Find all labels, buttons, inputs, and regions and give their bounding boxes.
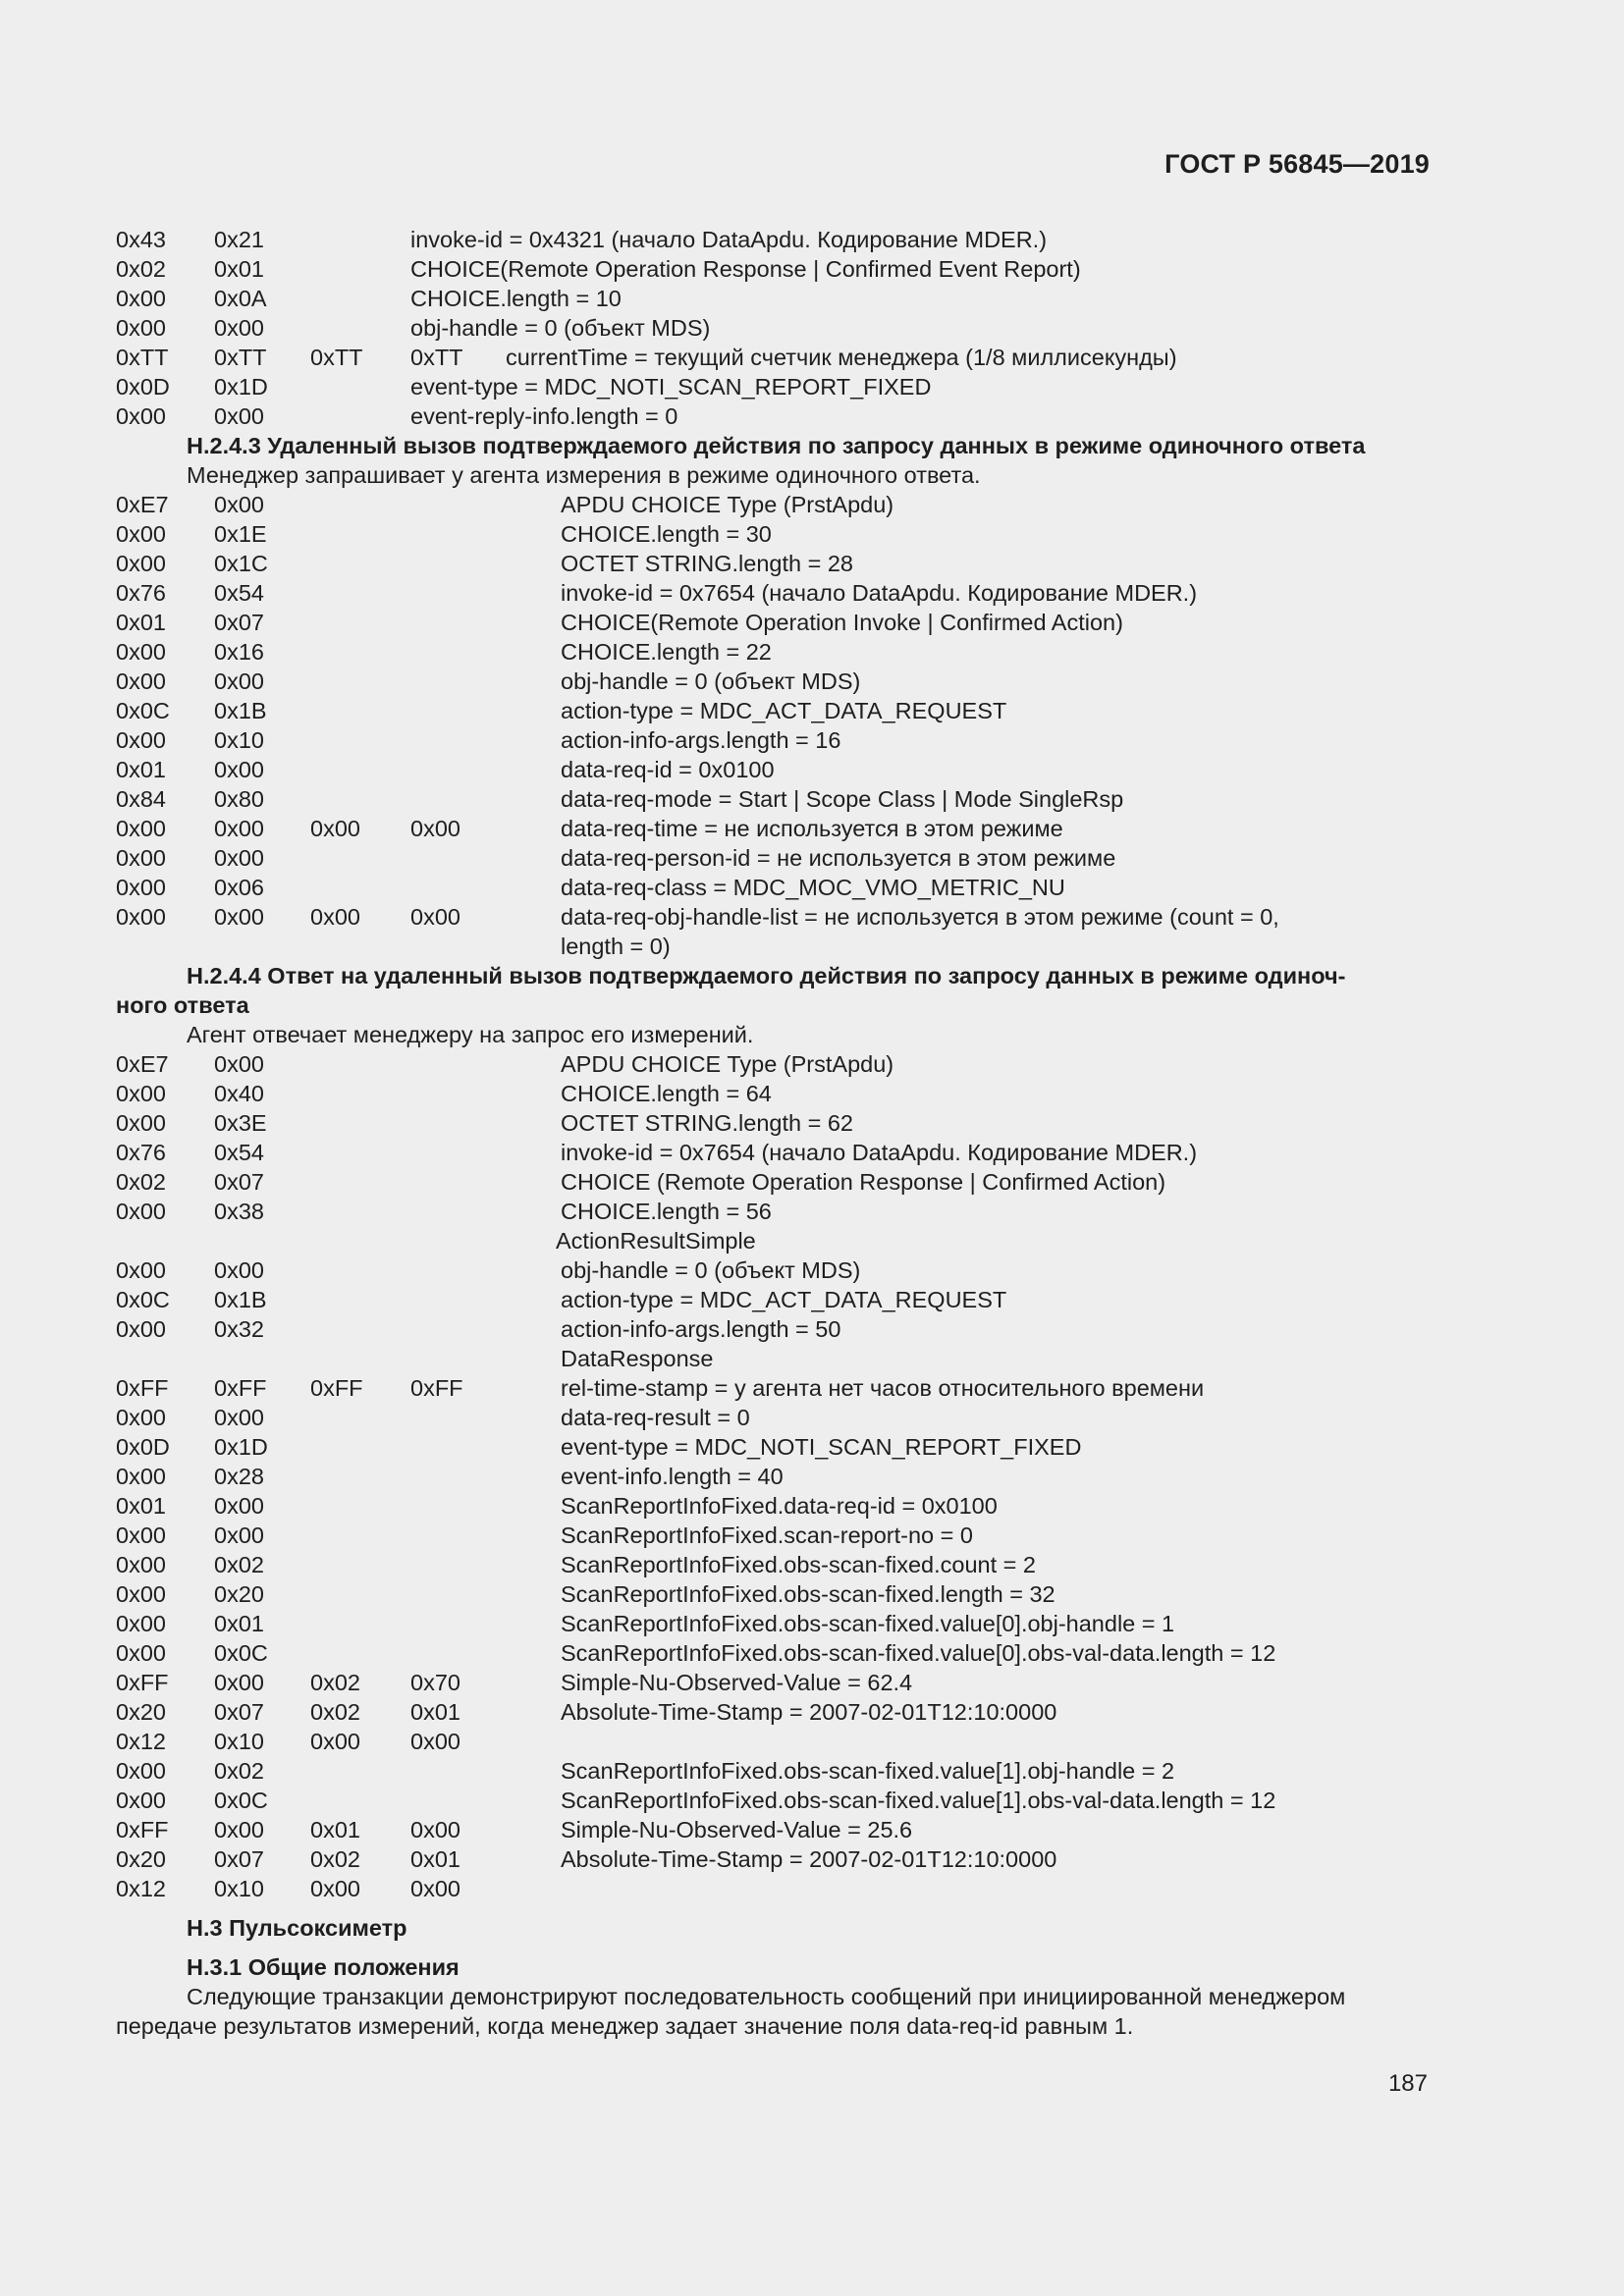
field-description: invoke-id = 0x7654 (начало DataApdu. Кодирование MDER.) [561, 1140, 1198, 1165]
hex-byte: 0x00 [116, 551, 166, 576]
hex-byte: 0x00 [116, 1788, 166, 1813]
hex-byte: 0x00 [116, 286, 166, 311]
hex-byte: 0x00 [214, 1257, 264, 1283]
hex-row [116, 1255, 1432, 1285]
hex-row [116, 932, 1432, 961]
hex-byte: 0x02 [116, 1169, 166, 1195]
hex-byte: 0xFF [116, 1375, 169, 1401]
hex-row [116, 1079, 1432, 1108]
field-description: ScanReportInfoFixed.data-req-id = 0x0100 [561, 1493, 998, 1519]
hex-byte: 0xTT [410, 345, 463, 370]
hex-byte: 0xFF [214, 1375, 267, 1401]
hex-byte: 0xTT [116, 345, 169, 370]
hex-row [116, 1049, 1432, 1079]
field-description: data-req-person-id = не используется в этом режиме [561, 845, 1116, 871]
hex-row [116, 1226, 1432, 1255]
hex-row [116, 1285, 1432, 1314]
hex-byte: 0x40 [214, 1081, 264, 1106]
field-description: APDU CHOICE Type (PrstApdu) [561, 492, 894, 517]
hex-byte: 0x00 [116, 639, 166, 665]
hex-byte: 0x01 [116, 610, 166, 635]
hex-byte: 0x38 [214, 1199, 264, 1224]
hex-row [116, 814, 1432, 843]
hex-row [116, 755, 1432, 784]
hex-byte: 0x00 [116, 1464, 166, 1489]
hex-byte: 0xE7 [116, 1051, 169, 1077]
hex-byte: 0x00 [214, 1817, 264, 1842]
hex-byte: 0x02 [116, 256, 166, 282]
hex-byte: 0x00 [214, 1522, 264, 1548]
hex-row [116, 1432, 1432, 1462]
field-description: length = 0) [561, 934, 671, 959]
hex-byte: 0x20 [116, 1846, 166, 1872]
hex-byte: 0x01 [214, 256, 264, 282]
hex-byte: 0x1C [214, 551, 268, 576]
hex-byte: 0x01 [410, 1699, 460, 1725]
hex-row [116, 608, 1432, 637]
hex-byte: 0xE7 [116, 492, 169, 517]
hex-byte: 0x02 [214, 1552, 264, 1577]
field-description: DataResponse [561, 1346, 714, 1371]
field-description: ScanReportInfoFixed.obs-scan-fixed.value[0].obj-handle = 1 [561, 1611, 1175, 1636]
hex-byte: 0x00 [214, 492, 264, 517]
hex-byte: 0x00 [410, 1817, 460, 1842]
hex-byte: 0x10 [214, 1729, 264, 1754]
section-heading-h31: Н.3.1 Общие положения [187, 1954, 460, 1980]
hex-byte: 0x1D [214, 374, 268, 400]
hex-byte: 0x00 [116, 315, 166, 341]
field-description: event-info.length = 40 [561, 1464, 784, 1489]
hex-row [116, 1138, 1432, 1167]
field-description: OCTET STRING.length = 28 [561, 551, 853, 576]
field-description: CHOICE.length = 10 [410, 286, 622, 311]
hex-byte: 0x00 [410, 1729, 460, 1754]
hex-byte: 0xTT [310, 345, 363, 370]
section-intro-h243: Менеджер запрашивает у агента измерения в режиме одиночного ответа. [187, 462, 981, 488]
hex-block-data-request [116, 490, 1432, 961]
section-heading-h244 [116, 961, 1432, 1020]
hex-row [116, 1314, 1432, 1344]
hex-byte: 0x00 [310, 1876, 360, 1901]
hex-row [116, 254, 1432, 284]
hex-byte: 0x00 [116, 845, 166, 871]
hex-byte: 0x16 [214, 639, 264, 665]
hex-byte: 0x00 [116, 875, 166, 900]
hex-byte: 0x00 [214, 904, 264, 930]
field-description: CHOICE(Remote Operation Invoke | Confirmed Action) [561, 610, 1123, 635]
hex-byte: 0x01 [214, 1611, 264, 1636]
field-description: obj-handle = 0 (объект MDS) [561, 668, 861, 694]
field-description: invoke-id = 0x7654 (начало DataApdu. Кодирование MDER.) [561, 580, 1198, 606]
field-description: ScanReportInfoFixed.obs-scan-fixed.length = 32 [561, 1581, 1056, 1607]
hex-byte: 0x12 [116, 1729, 166, 1754]
field-description: APDU CHOICE Type (PrstApdu) [561, 1051, 894, 1077]
hex-byte: 0x00 [214, 668, 264, 694]
hex-byte: 0x00 [214, 1670, 264, 1695]
hex-byte: 0x0D [116, 1434, 170, 1460]
hex-byte: 0x00 [116, 1552, 166, 1577]
hex-row [116, 1403, 1432, 1432]
hex-byte: 0x00 [214, 757, 264, 782]
hex-byte: 0x20 [214, 1581, 264, 1607]
hex-byte: 0x84 [116, 786, 166, 812]
hex-block-event-report-response [116, 225, 1432, 431]
hex-byte: 0x1D [214, 1434, 268, 1460]
hex-byte: 0x00 [410, 816, 460, 841]
hex-byte: 0x00 [116, 904, 166, 930]
hex-byte: 0x00 [310, 1729, 360, 1754]
field-description: action-info-args.length = 50 [561, 1316, 841, 1342]
hex-row [116, 1638, 1432, 1668]
hex-byte: 0x00 [410, 1876, 460, 1901]
field-description: action-info-args.length = 16 [561, 727, 841, 753]
hex-row [116, 1550, 1432, 1579]
field-description: CHOICE.length = 64 [561, 1081, 772, 1106]
hex-byte: 0x00 [116, 1640, 166, 1666]
hex-row [116, 1579, 1432, 1609]
hex-row [116, 1197, 1432, 1226]
hex-byte: 0x76 [116, 580, 166, 606]
hex-byte: 0x02 [310, 1846, 360, 1872]
hex-byte: 0x32 [214, 1316, 264, 1342]
hex-row [116, 1462, 1432, 1491]
hex-byte: 0x07 [214, 1699, 264, 1725]
hex-byte: 0x1B [214, 1287, 267, 1312]
hex-row [116, 1373, 1432, 1403]
hex-row [116, 873, 1432, 902]
field-description: ScanReportInfoFixed.obs-scan-fixed.value[0].obs-val-data.length = 12 [561, 1640, 1276, 1666]
hex-row [116, 725, 1432, 755]
hex-row [116, 225, 1432, 254]
document-header-standard: ГОСТ Р 56845—2019 [1164, 149, 1430, 179]
field-description: action-type = MDC_ACT_DATA_REQUEST [561, 1287, 1007, 1312]
field-description: data-req-class = MDC_MOC_VMO_METRIC_NU [561, 875, 1065, 900]
hex-byte: 0x01 [116, 757, 166, 782]
field-description: ActionResultSimple [556, 1228, 756, 1254]
hex-byte: 0x00 [116, 816, 166, 841]
hex-byte: 0x3E [214, 1110, 267, 1136]
field-description: ScanReportInfoFixed.scan-report-no = 0 [561, 1522, 973, 1548]
hex-byte: 0x54 [214, 1140, 264, 1165]
hex-byte: 0x00 [214, 816, 264, 841]
hex-row [116, 784, 1432, 814]
field-description: event-reply-info.length = 0 [410, 403, 678, 429]
hex-byte: 0x0C [214, 1788, 268, 1813]
hex-row [116, 519, 1432, 549]
hex-byte: 0x12 [116, 1876, 166, 1901]
field-description: CHOICE.length = 22 [561, 639, 772, 665]
page-content [116, 225, 1432, 2041]
field-description: data-req-time = не используется в этом режиме [561, 816, 1063, 841]
field-description: CHOICE (Remote Operation Response | Confirmed Action) [561, 1169, 1166, 1195]
field-description: CHOICE(Remote Operation Response | Confirmed Event Report) [410, 256, 1081, 282]
hex-row [116, 1108, 1432, 1138]
hex-byte: 0x00 [214, 403, 264, 429]
hex-row [116, 1167, 1432, 1197]
field-description: event-type = MDC_NOTI_SCAN_REPORT_FIXED [410, 374, 932, 400]
hex-row [116, 343, 1432, 372]
field-description: data-req-obj-handle-list = не используется в этом режиме (count = 0, [561, 904, 1279, 930]
hex-byte: 0x00 [214, 845, 264, 871]
hex-byte: 0x00 [116, 1257, 166, 1283]
hex-row [116, 1786, 1432, 1815]
hex-byte: 0xTT [214, 345, 267, 370]
field-description: Absolute-Time-Stamp = 2007-02-01T12:10:0000 [561, 1846, 1057, 1872]
section-heading-h243: Н.2.4.3 Удаленный вызов подтверждаемого действия по запросу данных в режиме одиночного ответа [187, 433, 1366, 458]
hex-byte: 0x00 [310, 904, 360, 930]
hex-byte: 0x28 [214, 1464, 264, 1489]
hex-byte: 0x21 [214, 227, 264, 252]
field-description: Absolute-Time-Stamp = 2007-02-01T12:10:0000 [561, 1699, 1057, 1725]
hex-row [116, 313, 1432, 343]
hex-byte: 0x02 [214, 1758, 264, 1784]
hex-byte: 0x01 [410, 1846, 460, 1872]
hex-byte: 0x1E [214, 521, 267, 547]
field-description: Simple-Nu-Observed-Value = 25.6 [561, 1817, 913, 1842]
hex-byte: 0x00 [116, 521, 166, 547]
hex-row [116, 401, 1432, 431]
field-description: CHOICE.length = 30 [561, 521, 772, 547]
section-heading-h3: Н.3 Пульсоксиметр [187, 1915, 407, 1941]
hex-row [116, 1491, 1432, 1521]
hex-byte: 0x0C [116, 698, 170, 723]
hex-byte: 0x10 [214, 1876, 264, 1901]
hex-byte: 0x76 [116, 1140, 166, 1165]
field-description: invoke-id = 0x4321 (начало DataApdu. Кодирование MDER.) [410, 227, 1048, 252]
hex-row [116, 284, 1432, 313]
hex-row [116, 1815, 1432, 1844]
hex-row [116, 1697, 1432, 1727]
hex-row [116, 372, 1432, 401]
section-paragraph-h31-line1: Следующие транзакции демонстрируют последовательность сообщений при инициированной менеджером [187, 1984, 1346, 2009]
hex-byte: 0x0D [116, 374, 170, 400]
page-number: 187 [1387, 2070, 1428, 2097]
field-description: data-req-mode = Start | Scope Class | Mode SingleRsp [561, 786, 1124, 812]
hex-row [116, 1344, 1432, 1373]
hex-byte: 0x07 [214, 1169, 264, 1195]
hex-row [116, 1521, 1432, 1550]
hex-block-data-response [116, 1049, 1432, 1903]
section-paragraph-h31-line2: передаче результатов измерений, когда менеджер задает значение поля data-req-id равным 1. [116, 2013, 1134, 2039]
hex-byte: 0xFF [410, 1375, 463, 1401]
field-description: ScanReportInfoFixed.obs-scan-fixed.count = 2 [561, 1552, 1036, 1577]
hex-row [116, 1609, 1432, 1638]
hex-byte: 0x00 [214, 315, 264, 341]
hex-row [116, 549, 1432, 578]
field-description: data-req-id = 0x0100 [561, 757, 775, 782]
field-description: event-type = MDC_NOTI_SCAN_REPORT_FIXED [561, 1434, 1082, 1460]
hex-byte: 0x00 [116, 668, 166, 694]
field-description: action-type = MDC_ACT_DATA_REQUEST [561, 698, 1007, 723]
hex-row [116, 1727, 1432, 1756]
hex-byte: 0x01 [310, 1817, 360, 1842]
field-description: currentTime = текущий счетчик менеджера (1/8 миллисекунды) [506, 345, 1177, 370]
hex-byte: 0x10 [214, 727, 264, 753]
hex-row [116, 637, 1432, 667]
field-description: ScanReportInfoFixed.obs-scan-fixed.value[1].obj-handle = 2 [561, 1758, 1175, 1784]
field-description: CHOICE.length = 56 [561, 1199, 772, 1224]
field-description: obj-handle = 0 (объект MDS) [561, 1257, 861, 1283]
hex-byte: 0x00 [214, 1051, 264, 1077]
hex-byte: 0x00 [116, 1081, 166, 1106]
hex-byte: 0x01 [116, 1493, 166, 1519]
hex-byte: 0x00 [116, 403, 166, 429]
hex-byte: 0x00 [116, 1405, 166, 1430]
hex-byte: 0x00 [214, 1493, 264, 1519]
field-description: data-req-result = 0 [561, 1405, 750, 1430]
hex-row [116, 843, 1432, 873]
field-description: rel-time-stamp = у агента нет часов относительного времени [561, 1375, 1205, 1401]
hex-row [116, 696, 1432, 725]
hex-byte: 0x20 [116, 1699, 166, 1725]
hex-byte: 0x00 [116, 1611, 166, 1636]
hex-row [116, 578, 1432, 608]
hex-byte: 0x43 [116, 227, 166, 252]
hex-byte: 0x07 [214, 610, 264, 635]
section-heading-h244-line2: ного ответа [116, 992, 249, 1018]
hex-byte: 0x0A [214, 286, 267, 311]
hex-byte: 0xFF [310, 1375, 363, 1401]
hex-byte: 0x80 [214, 786, 264, 812]
hex-row [116, 490, 1432, 519]
hex-row [116, 902, 1432, 932]
field-description: ScanReportInfoFixed.obs-scan-fixed.value[1].obs-val-data.length = 12 [561, 1788, 1276, 1813]
hex-byte: 0x00 [116, 1316, 166, 1342]
hex-byte: 0xFF [116, 1817, 169, 1842]
hex-byte: 0x54 [214, 580, 264, 606]
hex-byte: 0x00 [116, 1199, 166, 1224]
hex-byte: 0x00 [116, 1581, 166, 1607]
hex-byte: 0x00 [116, 1758, 166, 1784]
field-description: Simple-Nu-Observed-Value = 62.4 [561, 1670, 913, 1695]
hex-byte: 0x00 [214, 1405, 264, 1430]
hex-byte: 0x0C [214, 1640, 268, 1666]
hex-row [116, 667, 1432, 696]
hex-byte: 0x0C [116, 1287, 170, 1312]
hex-byte: 0x02 [310, 1670, 360, 1695]
hex-byte: 0x07 [214, 1846, 264, 1872]
hex-byte: 0x70 [410, 1670, 460, 1695]
section-intro-h244: Агент отвечает менеджеру на запрос его измерений. [187, 1022, 754, 1047]
hex-byte: 0x00 [116, 1110, 166, 1136]
hex-byte: 0x06 [214, 875, 264, 900]
hex-row [116, 1874, 1432, 1903]
hex-row [116, 1844, 1432, 1874]
hex-byte: 0x1B [214, 698, 267, 723]
hex-byte: 0x00 [410, 904, 460, 930]
section-heading-h244-line1: Н.2.4.4 Ответ на удаленный вызов подтверждаемого действия по запросу данных в режиме одиноч- [187, 963, 1346, 988]
field-description: obj-handle = 0 (объект MDS) [410, 315, 711, 341]
hex-row [116, 1668, 1432, 1697]
hex-byte: 0x02 [310, 1699, 360, 1725]
hex-byte: 0x00 [116, 1522, 166, 1548]
hex-byte: 0x00 [116, 727, 166, 753]
hex-byte: 0xFF [116, 1670, 169, 1695]
field-description: OCTET STRING.length = 62 [561, 1110, 853, 1136]
hex-row [116, 1756, 1432, 1786]
hex-byte: 0x00 [310, 816, 360, 841]
